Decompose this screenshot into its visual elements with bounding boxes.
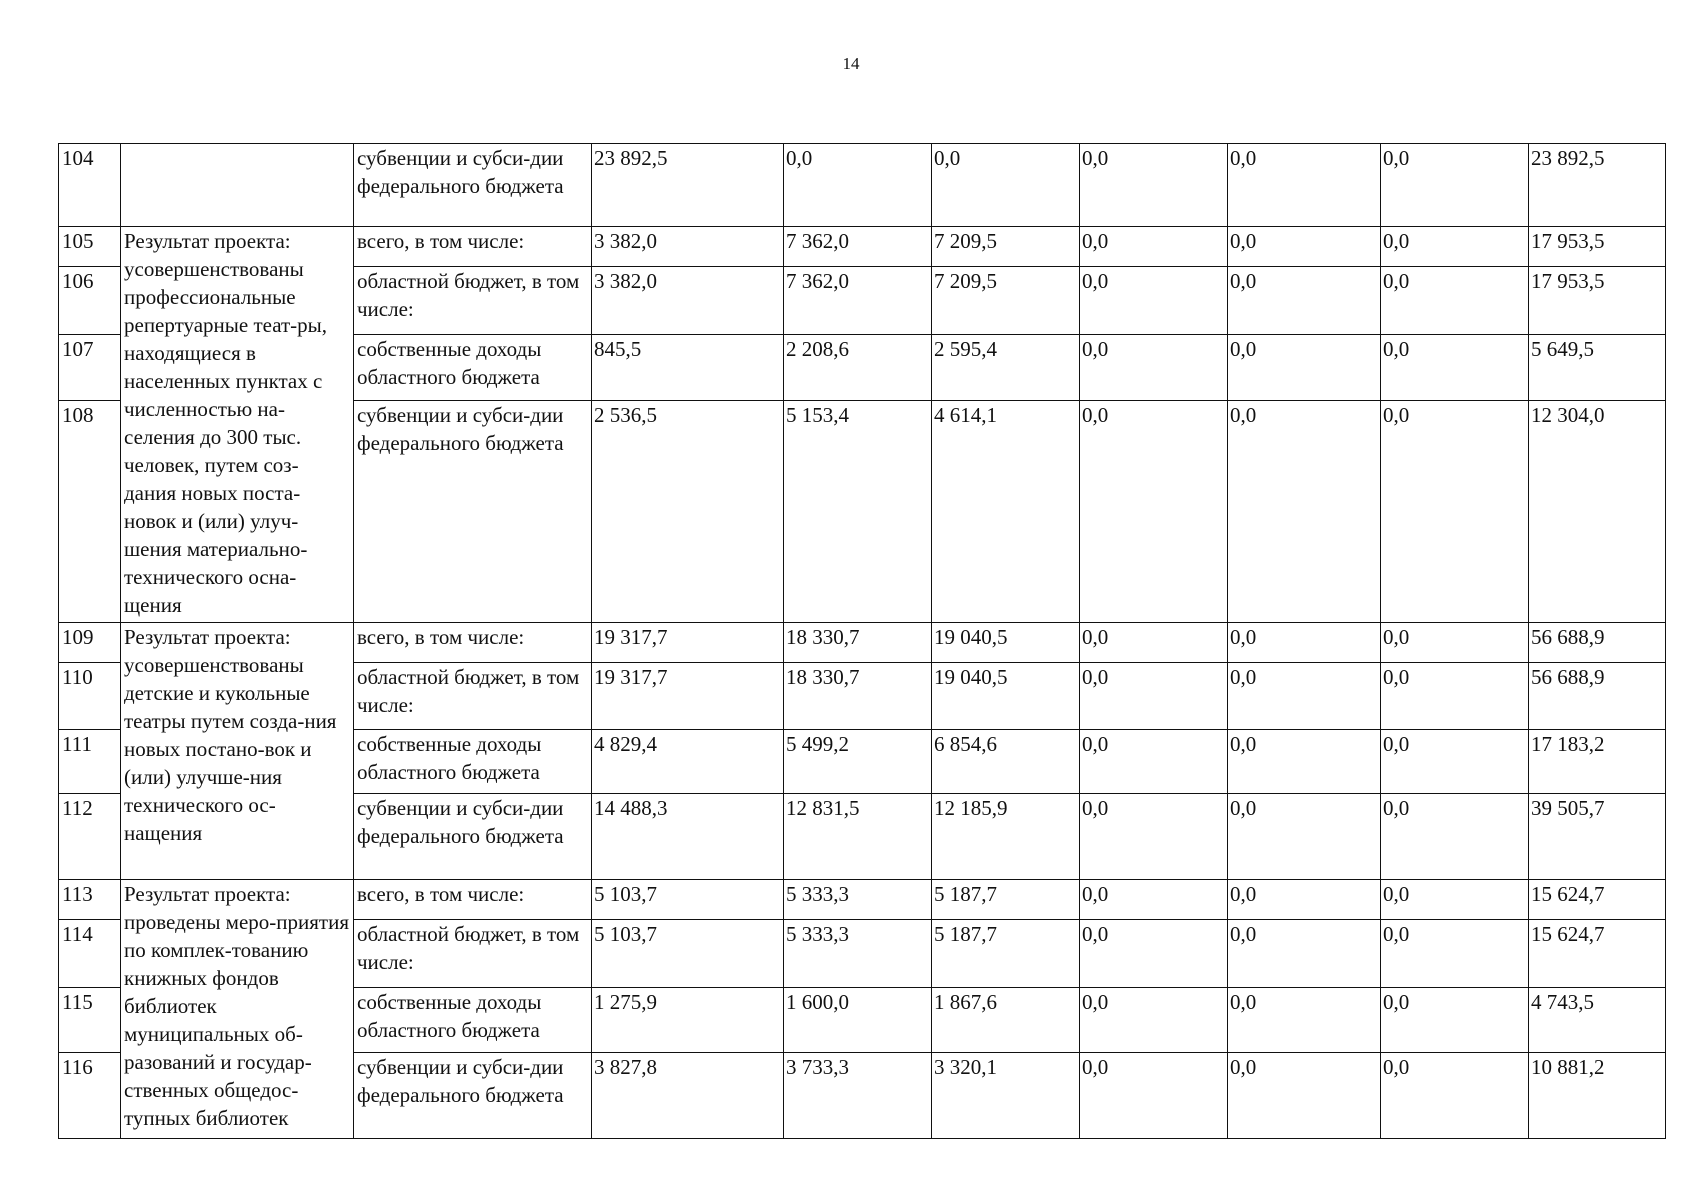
table-row (59, 144, 1666, 227)
total-cell: 56 688,9 (1529, 623, 1666, 663)
total-cell: 17 953,5 (1529, 267, 1666, 335)
value-cell: 7 209,5 (932, 267, 1080, 335)
value-cell: 0,0 (1080, 880, 1228, 920)
value-cell: 4 829,4 (592, 730, 784, 794)
value-cell: 0,0 (1228, 1053, 1381, 1139)
value-cell: 0,0 (1080, 920, 1228, 988)
value-cell: 1 600,0 (784, 988, 932, 1053)
value-cell: 0,0 (1381, 794, 1529, 880)
page-number: 14 (842, 54, 860, 73)
value-cell: 0,0 (1080, 623, 1228, 663)
row-number: 116 (59, 1053, 121, 1139)
value-cell: 0,0 (1228, 335, 1381, 401)
value-cell: 2 536,5 (592, 401, 784, 623)
value-cell: 6 854,6 (932, 730, 1080, 794)
row-number: 114 (59, 920, 121, 988)
value-cell: 0,0 (1381, 663, 1529, 730)
funding-source: всего, в том числе: (354, 227, 592, 267)
funding-source: субвенции и субси-дии федерального бюджета (354, 1053, 592, 1139)
value-cell: 0,0 (1080, 401, 1228, 623)
value-cell: 0,0 (1228, 794, 1381, 880)
value-cell: 0,0 (1381, 920, 1529, 988)
total-cell: 12 304,0 (1529, 401, 1666, 623)
total-cell: 5 649,5 (1529, 335, 1666, 401)
funding-source: собственные доходы областного бюджета (354, 335, 592, 401)
value-cell: 0,0 (1080, 730, 1228, 794)
value-cell: 3 320,1 (932, 1053, 1080, 1139)
value-cell: 0,0 (1228, 730, 1381, 794)
total-cell: 23 892,5 (1529, 144, 1666, 227)
value-cell: 0,0 (1381, 988, 1529, 1053)
value-cell: 1 867,6 (932, 988, 1080, 1053)
value-cell: 0,0 (1381, 401, 1529, 623)
value-cell: 19 040,5 (932, 663, 1080, 730)
funding-source: областной бюджет, в том числе: (354, 267, 592, 335)
row-number: 108 (59, 401, 121, 623)
row-number: 110 (59, 663, 121, 730)
value-cell: 0,0 (1080, 794, 1228, 880)
value-cell: 0,0 (1381, 144, 1529, 227)
total-cell: 10 881,2 (1529, 1053, 1666, 1139)
value-cell: 0,0 (1080, 663, 1228, 730)
value-cell: 5 103,7 (592, 920, 784, 988)
value-cell: 0,0 (1381, 730, 1529, 794)
row-number: 112 (59, 794, 121, 880)
value-cell: 0,0 (1228, 623, 1381, 663)
value-cell: 19 040,5 (932, 623, 1080, 663)
value-cell: 3 827,8 (592, 1053, 784, 1139)
value-cell: 5 103,7 (592, 880, 784, 920)
total-cell: 39 505,7 (1529, 794, 1666, 880)
value-cell: 12 185,9 (932, 794, 1080, 880)
value-cell: 5 187,7 (932, 880, 1080, 920)
value-cell: 0,0 (1381, 335, 1529, 401)
value-cell: 3 382,0 (592, 267, 784, 335)
value-cell: 0,0 (1228, 663, 1381, 730)
row-number: 109 (59, 623, 121, 663)
funding-source: областной бюджет, в том числе: (354, 663, 592, 730)
funding-source: всего, в том числе: (354, 880, 592, 920)
value-cell: 3 733,3 (784, 1053, 932, 1139)
total-cell: 56 688,9 (1529, 663, 1666, 730)
value-cell: 0,0 (1228, 144, 1381, 227)
funding-source: субвенции и субси-дии федерального бюджета (354, 144, 592, 227)
value-cell: 0,0 (1080, 335, 1228, 401)
value-cell: 0,0 (1381, 623, 1529, 663)
value-cell: 0,0 (932, 144, 1080, 227)
result-cell-empty (121, 144, 354, 227)
value-cell: 0,0 (1228, 267, 1381, 335)
value-cell: 12 831,5 (784, 794, 932, 880)
value-cell: 0,0 (1228, 920, 1381, 988)
total-cell: 4 743,5 (1529, 988, 1666, 1053)
row-number: 105 (59, 227, 121, 267)
total-cell: 15 624,7 (1529, 920, 1666, 988)
funding-source: субвенции и субси-дии федерального бюджета (354, 794, 592, 880)
table-body (59, 144, 1666, 1139)
value-cell: 2 208,6 (784, 335, 932, 401)
total-cell: 17 183,2 (1529, 730, 1666, 794)
value-cell: 19 317,7 (592, 623, 784, 663)
value-cell: 14 488,3 (592, 794, 784, 880)
value-cell: 0,0 (1228, 988, 1381, 1053)
value-cell: 18 330,7 (784, 623, 932, 663)
result-description: Результат проекта: усовершенствованы профессиональные репертуарные теат-ры, находящиеся в населенных пунктах с численностью на-селения до 300 тыс. человек, путем соз-дания новых поста-новок и (или) улуч-шения материально-технического осна-щения (121, 227, 354, 623)
value-cell: 0,0 (1381, 1053, 1529, 1139)
value-cell: 5 333,3 (784, 880, 932, 920)
value-cell: 845,5 (592, 335, 784, 401)
value-cell: 0,0 (1080, 988, 1228, 1053)
value-cell: 5 333,3 (784, 920, 932, 988)
value-cell: 0,0 (1381, 880, 1529, 920)
value-cell: 0,0 (1228, 227, 1381, 267)
value-cell: 23 892,5 (592, 144, 784, 227)
value-cell: 19 317,7 (592, 663, 784, 730)
total-cell: 15 624,7 (1529, 880, 1666, 920)
value-cell: 0,0 (1080, 267, 1228, 335)
result-description: Результат проекта: проведены меро-приятия по комплек-тованию книжных фондов библиотек муниципальных об-разований и государ-ственных общедос-тупных библиотек (121, 880, 354, 1139)
funding-source: собственные доходы областного бюджета (354, 988, 592, 1053)
value-cell: 1 275,9 (592, 988, 784, 1053)
row-number: 113 (59, 880, 121, 920)
funding-source: всего, в том числе: (354, 623, 592, 663)
budget-table (58, 143, 1666, 1139)
value-cell: 7 362,0 (784, 267, 932, 335)
value-cell: 4 614,1 (932, 401, 1080, 623)
value-cell: 5 187,7 (932, 920, 1080, 988)
result-description: Результат проекта: усовершенствованы детские и кукольные театры путем созда-ния новых постано-вок и (или) улучше-ния технического ос-нащения (121, 623, 354, 880)
value-cell: 0,0 (1080, 144, 1228, 227)
table-row (59, 227, 1666, 267)
row-number: 111 (59, 730, 121, 794)
row-number: 115 (59, 988, 121, 1053)
table-row (59, 623, 1666, 663)
value-cell: 0,0 (1080, 227, 1228, 267)
table-row (59, 880, 1666, 920)
total-cell: 17 953,5 (1529, 227, 1666, 267)
value-cell: 0,0 (784, 144, 932, 227)
funding-source: субвенции и субси-дии федерального бюджета (354, 401, 592, 623)
row-number: 107 (59, 335, 121, 401)
value-cell: 5 153,4 (784, 401, 932, 623)
value-cell: 7 362,0 (784, 227, 932, 267)
row-number: 104 (59, 144, 121, 227)
value-cell: 0,0 (1080, 1053, 1228, 1139)
value-cell: 0,0 (1381, 267, 1529, 335)
value-cell: 18 330,7 (784, 663, 932, 730)
funding-source: собственные доходы областного бюджета (354, 730, 592, 794)
value-cell: 2 595,4 (932, 335, 1080, 401)
funding-source: областной бюджет, в том числе: (354, 920, 592, 988)
value-cell: 0,0 (1381, 227, 1529, 267)
row-number: 106 (59, 267, 121, 335)
value-cell: 0,0 (1228, 880, 1381, 920)
value-cell: 7 209,5 (932, 227, 1080, 267)
value-cell: 5 499,2 (784, 730, 932, 794)
value-cell: 3 382,0 (592, 227, 784, 267)
value-cell: 0,0 (1228, 401, 1381, 623)
